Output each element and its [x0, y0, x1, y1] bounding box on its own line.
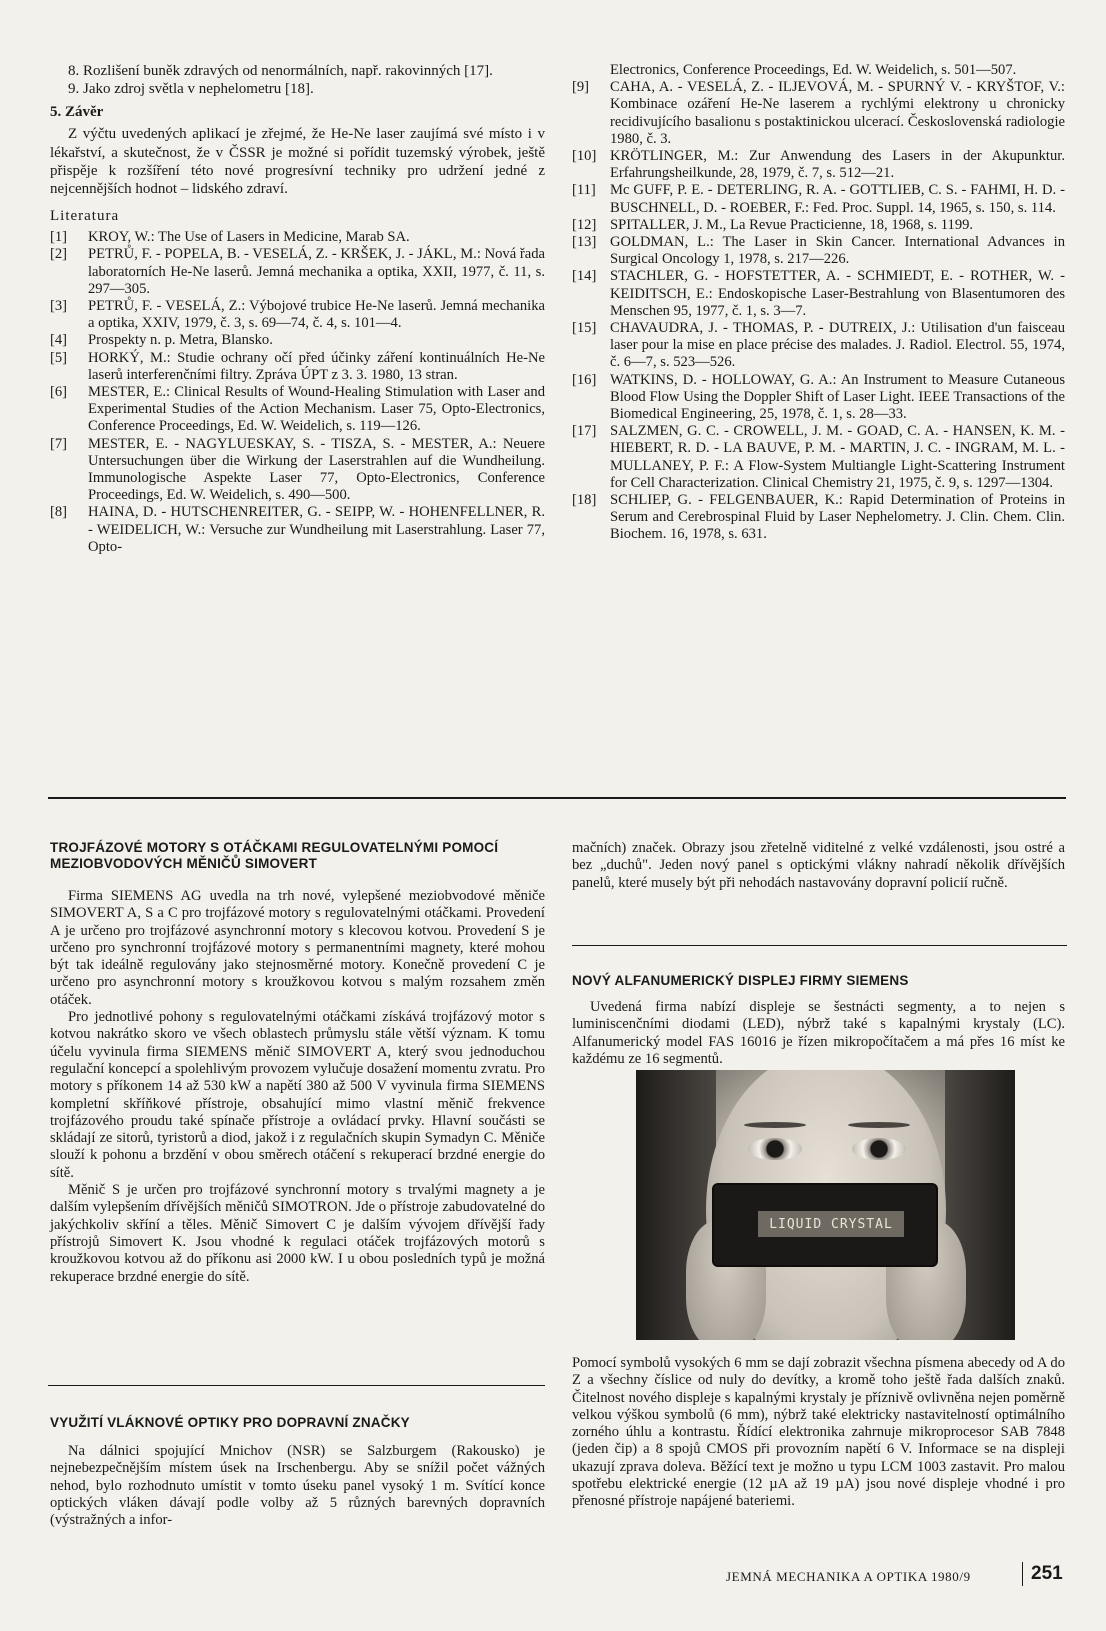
article-paragraph: Měnič S je určen pro trojfázové synchronní motory s trvalými magnety a je dalším vylepšením dřívějších měničů SIMOTRON. Jde o přístroje zabudovatelné do jakýchkoliv skříní a těles. Měnič Simovert C je dalším vývojem dřívější řady přístrojů Simovert K. Jsou vhodné k regulaci otáček trojfázových motorů s kroužkovou kotvou až do příkonu asi 2000 kW. I u obou posledních typů je možná rekuperace brzdné energie do sítě.: [50, 1182, 545, 1285]
lcd-text: LIQUID CRYSTAL: [758, 1211, 904, 1237]
reference-item: [572, 234, 1065, 268]
reference-item: [50, 229, 545, 246]
reference-item: [572, 492, 1065, 544]
article-paragraph: Na dálnici spojující Mnichov (NSR) se Salzburgem (Rakousko) je nejnebezpečnějším místem úsek na Irschenbergu. Aby se snížil počet vážných nehod, bylo rozhodnuto umístit v tomto úseku panel vysoký 1 m. Svítící konce optických vláken dávají podle volby až 5 různých barevných dopravních (výstražných a infor-: [50, 1443, 545, 1529]
journal-name: JEMNÁ MECHANIKA A OPTIKA 1980/9: [726, 1569, 971, 1584]
reference-text: Prospekty n. p. Metra, Blansko.: [88, 332, 273, 349]
article-divider: [572, 945, 1067, 946]
reference-continuation: [572, 62, 1065, 79]
reference-item: [50, 384, 545, 436]
reference-number: [8]: [50, 504, 68, 521]
reference-text: KROY, W.: The Use of Lasers in Medicine, Marab SA.: [88, 229, 410, 246]
reference-number: [1]: [50, 229, 68, 246]
reference-text: HAINA, D. - HUTSCHENREITER, G. - SEIPP, W. - HOHENFELLNER, R. - WEIDELICH, W.: Versuche zur Wundheilung mit Laserstrahlung. Laser 77, Opto-: [88, 504, 545, 555]
reference-item: [572, 320, 1065, 372]
reference-item: [50, 504, 545, 556]
reference-number: [6]: [50, 384, 68, 401]
reference-item: [572, 217, 1065, 234]
article-display: [572, 973, 1065, 1068]
reference-text: STACHLER, G. - HOFSTETTER, A. - SCHMIEDT, E. - ROTHER, W. - KEIDITSCH, E.: Endoskopische Laser-Bestrahlung von Blasentumoren des Menschen 95, 1977, č. 1, s. 3—7.: [610, 268, 1065, 319]
reference-text: GOLDMAN, L.: The Laser in Skin Cancer. International Advances in Surgical Oncology 1, 1978, s. 217—226.: [610, 234, 1065, 268]
list-item: 9. Jako zdroj světla v nephelometru [18].: [68, 81, 314, 98]
article-title: NOVÝ ALFANUMERICKÝ DISPLEJ FIRMY SIEMENS: [572, 973, 909, 988]
reference-number: [2]: [50, 246, 68, 263]
product-photo: [636, 1070, 1015, 1340]
reference-number: [3]: [50, 298, 68, 315]
reference-number: [15]: [572, 320, 597, 337]
reference-item: [572, 182, 1065, 216]
reference-number: [4]: [50, 332, 68, 349]
reference-text: SCHLIEP, G. - FELGENBAUER, K.: Rapid Determination of Proteins in Serum and Cerebrospinal Fluid by Laser Nephelometry. J. Clin. Chem. Clin. Biochem. 16, 1978, s. 631.: [610, 492, 1065, 543]
reference-item: [572, 423, 1065, 492]
reference-number: [12]: [572, 216, 597, 233]
article-paragraph: Uvedená firma nabízí displeje se šestnácti segmenty, a to nejen s luminiscenčními diodami (LED), nýbrž také s kapalnými krystaly (LC). Alfanumerický model FAS 16016 je řízen mikropočítačem a má přes 16 míst ke každému ze 16 segmentů.: [572, 999, 1065, 1067]
reference-text: Electronics, Conference Proceedings, Ed. W. Weidelich, s. 501—507.: [610, 62, 1017, 78]
reference-text: Mc GUFF, P. E. - DETERLING, R. A. - GOTTLIEB, C. S. - FAHMI, H. D. - BUSCHNELL, D. - ROEBER, F.: Fed. Proc. Suppl. 14, 1965, s. 150, s. 114.: [610, 182, 1065, 216]
lcd-display-module: [714, 1185, 936, 1265]
reference-text: CHAVAUDRA, J. - THOMAS, P. - DUTREIX, J.: Utilisation d'un faisceau laser pour la mise en place précise des malades. J. Radiol. Electrol. 55, 1974, č. 6—7, s. 523—526.: [610, 320, 1065, 371]
article-paragraph: Firma SIEMENS AG uvedla na trh nové, vylepšené meziobvodové měniče SIMOVERT A, S a C pro trojfázové motory s regulovatelnými otáčkami. Provedení A je určeno pro trojfázové asynchronní motory s klecovou kotvou. Provedení S je určeno pro synchronní trojfázové motory s permanentními magnety, které mohou být tak ideálně regulovány jako stejnosměrné motory. Konečně provedení C je určeno pro asynchronní motory s kroužkovou kotvou s malým rozsahem změn otáček.: [50, 888, 545, 1008]
reference-number: [14]: [572, 268, 597, 285]
reference-text: KRÖTLINGER, M.: Zur Anwendung des Lasers in der Akupunktur. Erfahrungsheilkunde, 28, 1979, č. 7, s. 512—21.: [610, 148, 1065, 182]
reference-item: [572, 79, 1065, 148]
list-item: 8. Rozlišení buněk zdravých od nenormálních, např. rakovinných [17].: [68, 63, 493, 79]
reference-text: HORKÝ, M.: Studie ochrany očí před účinky záření kontinuálních He-Ne laserů interferenčními filtry. Zpráva ÚPT z 3. 3. 1980, 13 stran.: [88, 349, 545, 383]
reference-text: SALZMEN, G. C. - CROWELL, J. M. - GOAD, C. A. - HANSEN, K. M. - HIEBERT, R. D. - LA BAUVE, P. M. - MARTIN, J. C. - INGRAM, M. L. - MULLANEY, P. F.: A Flow-System Multiangle Light-Scattering Instrument for Cell Characterization. Clinical Chemistry 21, 1975, č. 9, s. 1297—1304.: [610, 423, 1065, 491]
reference-item: [50, 350, 545, 384]
top-left-column: [50, 62, 545, 556]
article-paragraph: Pro jednotlivé pohony s regulovatelnými otáčkami získává trojfázový motor s kotvou nakrátko skoro ve všech oblastech průmyslu stále větší význam. K tomu účelu vyvinula firma SIEMENS měnič SIMOVERT A, který svou jednoduchou regulační koncepcí a spolehlivým provozem vylučuje dosažení momentu zvratu. Pro motory s příkonem 14 až 530 kW a napětí 380 až 500 V vyvinula firma SIEMENS kompletní skříňkové přístroje, obsahující mimo vlastní měnič frekvence trojfázového proudu také spínače přístroje a ovládací prvky. Hlavní součásti se skládají ze sitorů, tyristorů a diod, jakož i z regulačních skupin Symadyn C. Měniče slouží k pohonu a brzdění v obou směrech otáčení s rekuperací brzdné energie do sítě.: [50, 1009, 545, 1181]
reference-item: [50, 298, 545, 332]
reference-number: [18]: [572, 492, 597, 509]
eye: [852, 1138, 906, 1160]
reference-number: [13]: [572, 234, 597, 251]
top-right-column: [572, 62, 1065, 544]
reference-item: [572, 372, 1065, 424]
article-title: VYUŽITÍ VLÁKNOVÉ OPTIKY PRO DOPRAVNÍ ZNAČKY: [50, 1415, 410, 1430]
page-number: 251: [1031, 1563, 1063, 1584]
section-title: 5. Závěr: [50, 104, 104, 121]
article-display-continued: [572, 1355, 1065, 1511]
article-title: TROJFÁZOVÉ MOTORY S OTÁČKAMI REGULOVATELNÝMI POMOCÍ MEZIOBVODOVÝCH MĚNIČŮ SIMOVERT: [50, 840, 499, 871]
section-divider: [48, 797, 1066, 799]
reference-number: [10]: [572, 148, 597, 165]
article-fiber-optics: [50, 1415, 545, 1529]
reference-number: [9]: [572, 79, 590, 96]
eyebrow: [744, 1122, 806, 1128]
eye: [748, 1138, 802, 1160]
reference-item: [50, 436, 545, 505]
article-fiber-optics-continued: [572, 840, 1065, 892]
reference-text: PETRŮ, F. - VESELÁ, Z.: Výbojové trubice He-Ne laserů. Jemná mechanika a optika, XXIV, 1979, č. 3, s. 69—74, č. 4, s. 101—4.: [88, 298, 545, 332]
reference-number: [5]: [50, 349, 68, 366]
article-paragraph: mačních) značek. Obrazy jsou zřetelně viditelné z velké vzdálenosti, jsou ostré a bez „duchů". Jeden nový panel s optickými vlákny nahradí několik dřívějších panelů, které musely být při nehodách nastavovány dopravní policií ručně.: [572, 840, 1065, 891]
article-divider: [48, 1385, 545, 1386]
reference-text: MESTER, E.: Clinical Results of Wound-Healing Stimulation with Laser and Experimental Studies of the Action Mechanism. Laser 75, Opto-Electronics, Conference Proceedings, Ed. W. Weidelich, s. 119—126.: [88, 384, 545, 435]
reference-item: [572, 268, 1065, 320]
footer-separator: [1022, 1562, 1023, 1586]
literature-heading: Literatura: [50, 208, 120, 225]
reference-text: MESTER, E. - NAGYLUESKAY, S. - TISZA, S. - MESTER, A.: Neuere Untersuchungen über die Wirkung der Laserstrahlen auf die Wundheilung. Immunologische Aspekte Laser 77, Opto-Electronics, Conference Proceedings, Ed. W. Weidelich, s. 490—500.: [88, 435, 545, 504]
reference-number: [16]: [572, 371, 597, 388]
article-motors: [50, 840, 545, 1286]
reference-item: [572, 148, 1065, 182]
conclusion-paragraph: Z výčtu uvedených aplikací je zřejmé, že He-Ne laser zaujímá své místo i v lékařství, a skutečnost, že v ČSSR je možné si pořídit tuzemský výrobek, ještě přispěje k rozšíření této nové progresívní techniky pro udržení jedné z nejcennějších hodnot – lidského zdraví.: [50, 126, 545, 198]
reference-item: [50, 332, 545, 349]
reference-number: [7]: [50, 435, 68, 452]
reference-number: [11]: [572, 182, 596, 199]
reference-text: SPITALLER, J. M., La Revue Practicienne, 18, 1968, s. 1199.: [610, 216, 974, 233]
article-paragraph: Pomocí symbolů vysokých 6 mm se dají zobrazit všechna písmena abecedy od A do Z a všechny číslice od nuly do devítky, a kromě toho ještě řada dalších znaků. Čitelnost nového displeje s kapalnými krystaly je příznivě ovlivněna nejen poměrně velkou výškou symbolů (6 mm), nýbrž také elektricky nastavitelností optimálního zorného úhlu a kontrastu. Řídící elektronika zahrnuje mikroprocesor SAB 7848 (jeden čip) a 8 spojů CMOS při provozním napětí 6 V. Informace se na displeji ukazují zprava doleva. Běžící text je možno u typu LCM 1003 zastavit. Pro malou spotřebu elektrické energie (12 µA až 19 µA) jsou nové displeje vhodné i pro přenosné přístroje napájené bateriemi.: [572, 1355, 1065, 1510]
reference-number: [17]: [572, 423, 597, 440]
reference-item: [50, 246, 545, 298]
reference-text: PETRŮ, F. - POPELA, B. - VESELÁ, Z. - KRŠEK, J. - JÁKL, M.: Nová řada laboratorních He-Ne laserů. Jemná mechanika a optika, XXII, 1977, č. 11, s. 297—305.: [88, 246, 545, 297]
reference-text: CAHA, A. - VESELÁ, Z. - ILJEVOVÁ, M. - SPURNÝ V. - KRYŠTOF, V.: Kombinace ozáření He-Ne laserem a rychlými elektrony u chronicky recidivujícího basalionu s postaktinickou ulcerací. Československá radiologie 1980, č. 3.: [610, 79, 1065, 147]
eyebrow: [848, 1122, 910, 1128]
reference-text: WATKINS, D. - HOLLOWAY, G. A.: An Instrument to Measure Cutaneous Blood Flow Using the Doppler Shift of Laser Light. IEEE Transactions of the Biomedical Engineering, 25, 1978, č. 1, s. 28—33.: [610, 371, 1065, 423]
